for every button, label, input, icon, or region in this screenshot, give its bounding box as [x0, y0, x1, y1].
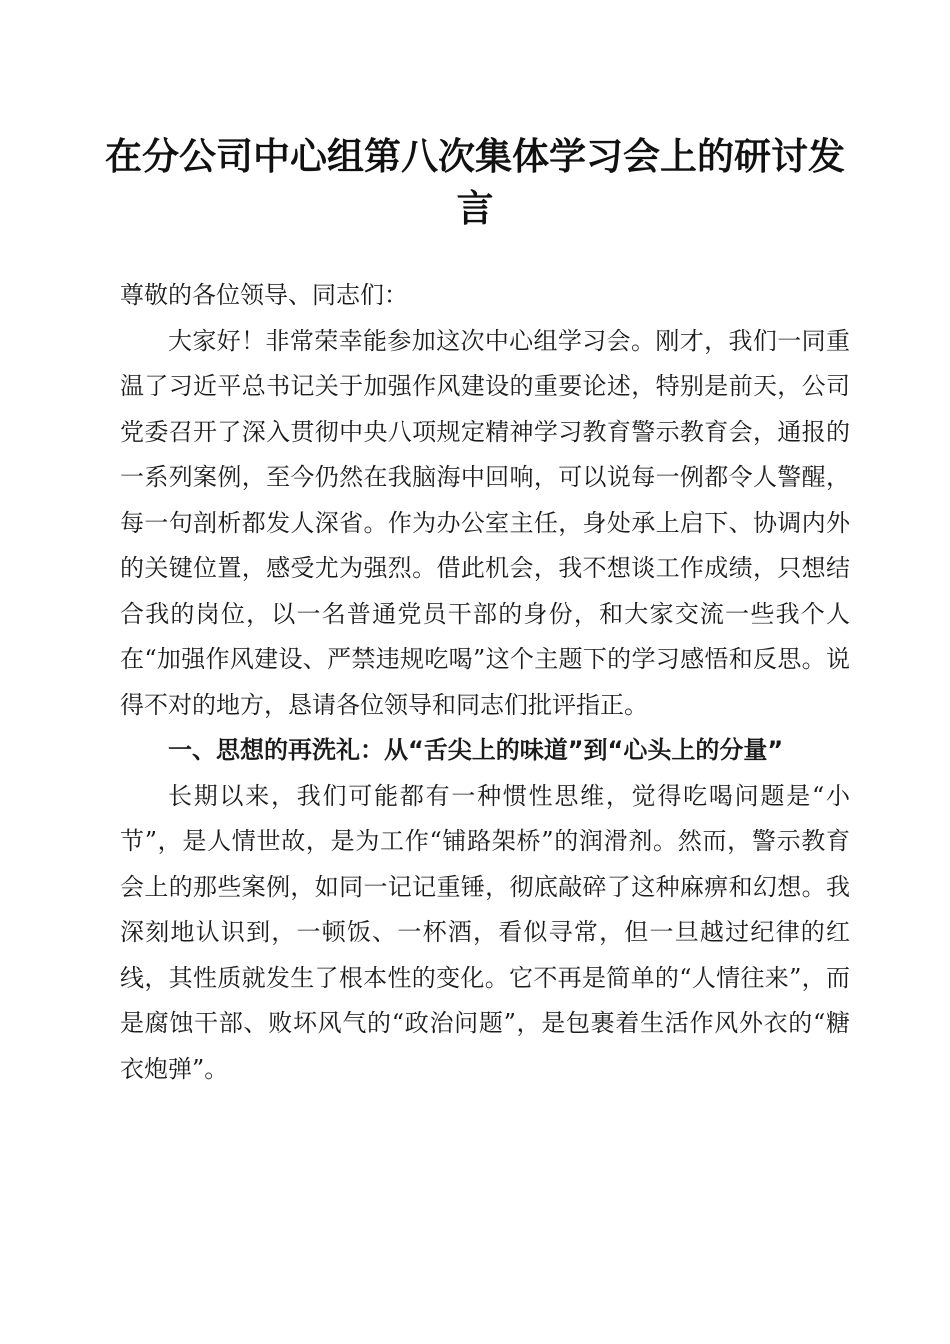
- opening-paragraph: 大家好！非常荣幸能参加这次中心组学习会。刚才，我们一同重温了习近平总书记关于加强作风建设的重要论述，特别是前天，公司党委召开了深入贯彻中央八项规定精神学习教育警示教育会，通报的一系列案例，至今仍然在我脑海中回响，可以说每一例都令人警醒，每一句剖析都发人深省。作为办公室主任，身处承上启下、协调内外的关键位置，感受尤为强烈。借此机会，我不想谈工作成绩，只想结合我的岗位，以一名普通党员干部的身份，和大家交流一些我个人在“加强作风建设、严禁违规吃喝”这个主题下的学习感悟和反思。说得不对的地方，恳请各位领导和同志们批评指正。: [120, 326, 850, 719]
- document-title: 在分公司中心组第八次集体学习会上的研讨发言: [105, 134, 845, 230]
- document-body: [120, 273, 850, 1092]
- salutation: 尊敬的各位领导、同志们：: [120, 281, 408, 309]
- section-heading: 一、思想的再洗礼：从“舌尖上的味道”到“心头上的分量”: [168, 736, 784, 764]
- section-paragraph: 长期以来，我们可能都有一种惯性思维，觉得吃喝问题是“小节”，是人情世故，是为工作“铺路架桥”的润滑剂。然而，警示教育会上的那些案例，如同一记记重锤，彻底敲碎了这种麻痹和幻想。我深刻地认识到，一顿饭、一杯酒，看似寻常，但一旦越过纪律的红线，其性质就发生了根本性的变化。它不再是简单的“人情往来”，而是腐蚀干部、败坏风气的“政治问题”，是包裹着生活作风外衣的“糖衣炮弹”。: [120, 781, 850, 1083]
